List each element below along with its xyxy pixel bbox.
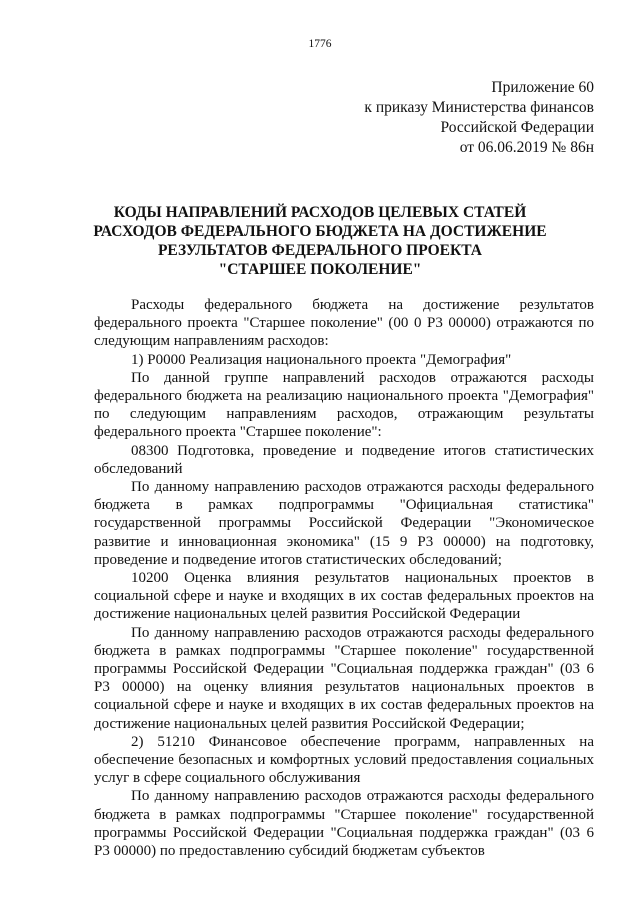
paragraph: 1) Р0000 Реализация национального проекта "Демография" xyxy=(131,351,512,368)
appendix-header xyxy=(364,78,594,158)
appendix-line: Российской Федерации xyxy=(440,119,594,136)
paragraph: Расходы федерального бюджета на достижение результатов федерального проекта "Старшее поколение" (00 0 Р3 00000) отражаются по следующим направлениям расходов: xyxy=(94,297,594,350)
paragraph: 2) 51210 Финансовое обеспечение программ, направленных на обеспечение безопасных и комфортных условий предоставления социальных услуг в сфере социального обслуживания xyxy=(94,733,594,787)
paragraph: По данной группе направлений расходов отражаются расходы федерального бюджета на реализацию национального проекта "Демография" по следующим направлениям расходов, отражающим результаты федерального проекта "Старшее поколение": xyxy=(94,369,594,441)
title-line: "СТАРШЕЕ ПОКОЛЕНИЕ" xyxy=(218,261,422,278)
title-line: РАСХОДОВ ФЕДЕРАЛЬНОГО БЮДЖЕТА НА ДОСТИЖЕНИЕ xyxy=(93,223,547,240)
paragraph: По данному направлению расходов отражаются расходы федерального бюджета в рамках подпрограммы "Старшее поколение" государственной программы Российской Федерации "Социальная поддержка граждан" (03 6 Р3 00000) на оценку влияния результатов национальных проектов в социальной сфере и науке и входящих в их состав федеральных проектов на достижение национальных целей развития Российской Федерации; xyxy=(94,624,594,732)
title-line: РЕЗУЛЬТАТОВ ФЕДЕРАЛЬНОГО ПРОЕКТА xyxy=(157,242,483,259)
title-line: КОДЫ НАПРАВЛЕНИЙ РАСХОДОВ ЦЕЛЕВЫХ СТАТЕЙ xyxy=(113,204,527,221)
paragraph: По данному направлению расходов отражаются расходы федерального бюджета в рамках подпрограммы "Старшее поколение" государственной программы Российской Федерации "Социальная поддержка граждан" (03 6 Р3 00000) по предоставлению субсидий бюджетам субъектов xyxy=(94,788,594,860)
appendix-line: Приложение 60 xyxy=(491,79,594,96)
document-body xyxy=(94,296,594,860)
appendix-line: к приказу Министерства финансов xyxy=(364,99,594,116)
paragraph: 08300 Подготовка, проведение и подведение итогов статистических обследований xyxy=(94,442,594,477)
document-title xyxy=(60,203,580,279)
paragraph: 10200 Оценка влияния результатов национальных проектов в социальной сфере и науке и входящих в их состав федеральных проектов на достижение национальных целей развития Российской Федерации xyxy=(94,570,594,623)
paragraph: По данному направлению расходов отражаются расходы федерального бюджета в рамках подпрограммы "Официальная статистика" государственной программы Российской Федерации "Экономическое развитие и инновационная экономика" (15 9 Р3 00000) на подготовку, проведение и подведение итогов статистических обследований; xyxy=(94,479,594,568)
appendix-line: от 06.06.2019 № 86н xyxy=(459,139,594,156)
page-number: 1776 xyxy=(308,38,332,50)
